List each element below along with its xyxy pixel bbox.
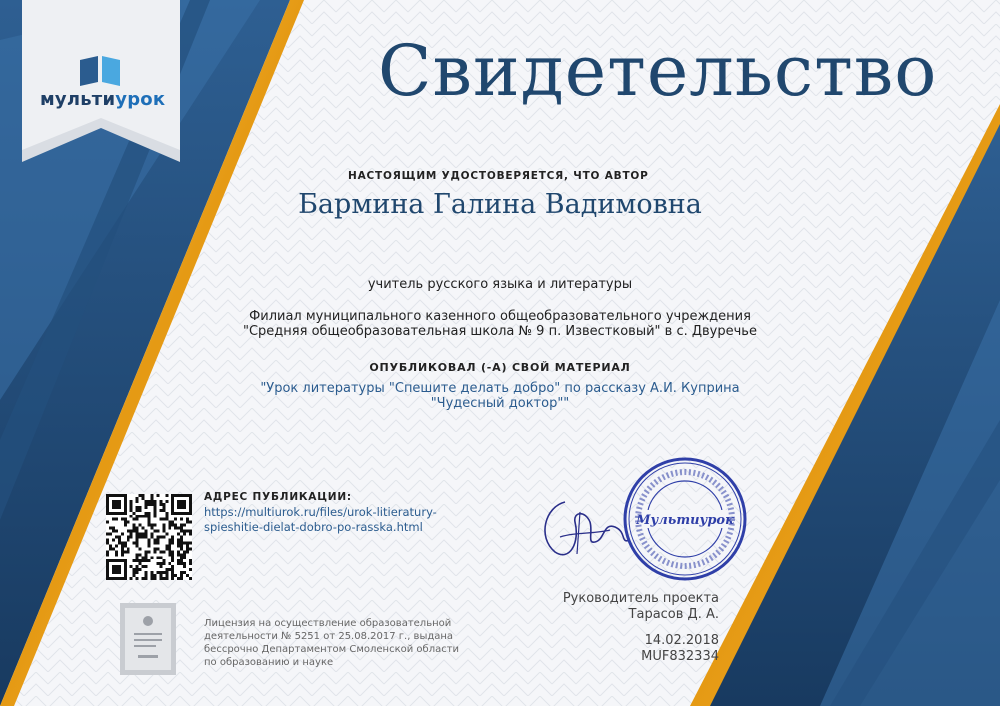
license-text: Лицензия на осуществление образовательной деятельности № 5251 от 25.08.2017 г., выдана бессрочно Департаментом Смоленской области по образованию и науке xyxy=(204,618,460,668)
page-title: Свидетельство xyxy=(378,30,938,112)
license-document-icon xyxy=(120,603,176,675)
author-name: Бармина Галина Вадимовна xyxy=(298,189,702,220)
published-label: ОПУБЛИКОВАЛ (-А) СВОЙ МАТЕРИАЛ xyxy=(369,361,631,374)
publication-url[interactable] xyxy=(204,505,437,535)
organization-line2: "Средняя общеобразовательная школа № 9 п. Известковый" в с. Двуречье xyxy=(243,324,757,339)
stamp-center-text: Мультиурок xyxy=(636,513,734,528)
organization-line1: Филиал муниципального казенного общеобразовательного учреждения xyxy=(249,309,751,324)
certificate-code: MUF832334 xyxy=(641,649,719,664)
book-icon xyxy=(80,56,120,86)
publication-url-line1[interactable]: https://multiurok.ru/files/urok-litieratury- xyxy=(204,505,437,519)
official-stamp xyxy=(622,456,748,582)
qr-code xyxy=(106,494,192,580)
publication-address-label: АДРЕС ПУБЛИКАЦИИ: xyxy=(204,491,352,503)
signature-icon xyxy=(535,482,635,567)
signatory-name: Тарасов Д. А. xyxy=(628,607,719,622)
issue-date: 14.02.2018 xyxy=(644,633,719,648)
signatory-role: Руководитель проекта xyxy=(562,591,719,606)
publication-url-line2[interactable]: spieshitie-dielat-dobro-po-rasska.html xyxy=(204,520,423,534)
material-title-line2: "Чудесный доктор"" xyxy=(430,396,570,411)
material-title-line1: "Урок литературы "Спешите делать добро" по рассказу А.И. Куприна xyxy=(260,381,740,396)
logo-text: мультиурок xyxy=(40,89,166,110)
certify-line: НАСТОЯЩИМ УДОСТОВЕРЯЕТСЯ, ЧТО АВТОР xyxy=(348,170,649,182)
author-position: учитель русского языка и литературы xyxy=(367,277,633,292)
